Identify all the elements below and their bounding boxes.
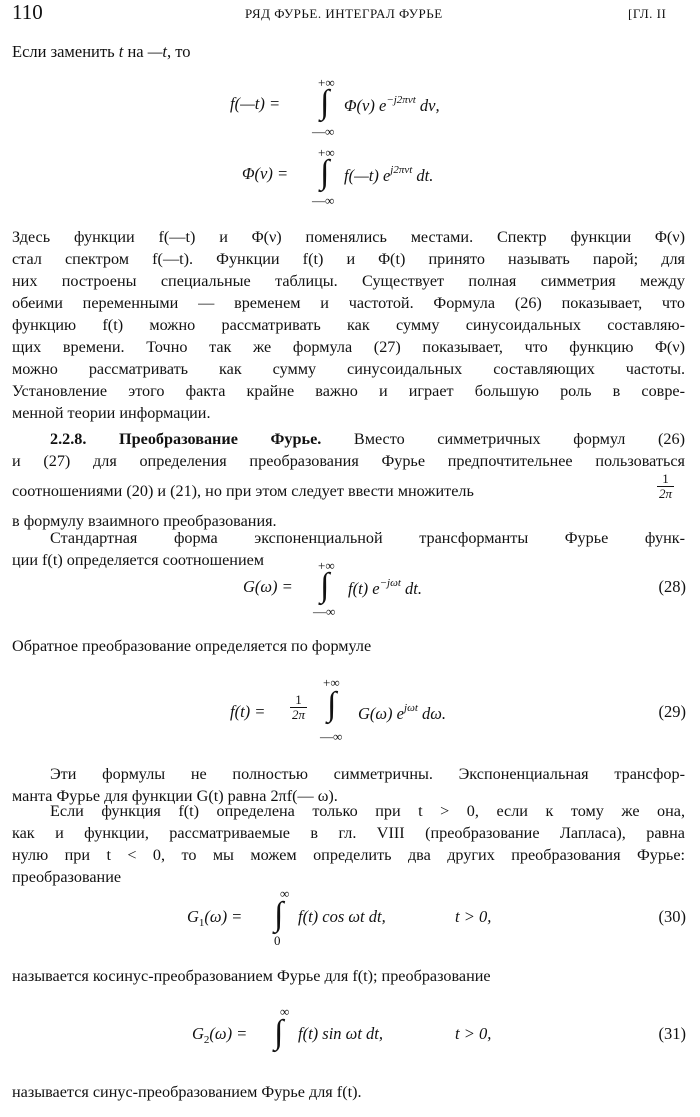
section-last-line: в формулу взаимного преобразования. [12,512,277,530]
paragraph-standard-form: Стандартная форма экспоненциальной трансформанты Фурье функ- ции f(t) определяется соотношением [12,529,685,569]
paragraph-cos-sin-intro: Если функция f(t) определена только при t > 0, если к тому же она, как и функции, рассматриваемые в гл. VIII (преобразование Лапласа), равна нулю при t < 0, то мы можем определить два других преобразования Фурье: преобразование [12,802,685,886]
book-page: 110 РЯД ФУРЬЕ. ИНТЕГРАЛ ФУРЬЕ [ГЛ. II Если заменить t на —t, то f(—t) = +∞ ∫ —∞ Φ(ν) $e^{-j2\pi\nu t}$ dν, Φ(ν) = +∞ ∫ —∞ f(—t) $e^{j2\pi\nu t}$ dt. Здесь функции f(—t) и Φ(ν) поменялись местами. Спектр функции Φ(ν) стал спектром f(—t). Функции f(t) и Φ(t) принято называть парой; для них построены специальные таблицы. Существует полная симметрия между обеими переменными — временем и частотой. Формула (26) показывает, что функцию f(t) можно рассматривать как сумму синусоидальных составляю- щих времени. Точно так же формула (27) показывает, что функцию Φ(ν) можно рассматривать как сумму синусоидальных составляющих частоты. Установление этого факта крайне важно и играет большую роль в совре- менной теории информации. 2.2.8. Преобразование Фурье. Вместо симметричных формул (26) и (27) для определения преобразования Фурье предпочтительнее пользоваться соотношениями (20) и (21), но при этом следует ввести множитель $\frac{1}{2\pi}$ в формулу взаимного преобразования. Стандартная форма экспоненциальной трансформанты Фурье функ- ции f(t) определяется соотношением G(ω) = +∞ ∫ —∞ f(t) $e^{-j\omega t}$ dt. (28) Обратное преобразование определяется по формуле f(t) = $\frac{1}{2\pi}$ +∞ ∫ —∞ G(ω) $e^{j\omega t}$ dω. (29) Эти формулы не полностью симметричны. Экспоненциальная трансфор- манта Фурье для функции G(t) равна 2πf(— ω). Если функция f(t) определена только при t > 0, если к тому же она, как и функции, рассматриваемые в гл. VIII (преобразование Лапласа), равна нулю при t < 0, то мы можем определить два других преобразования Фурье: преобразование $G_1(\omega)$ = ∞ ∫ 0 f(t) cos ωt dt, t > 0, (30) называется косинус-преобразованием Фурье для f(t); преобразование $G_2(\omega)$ = ∞ ∫ f(t) sin ωt dt, t > 0, (31) называется синус-преобразованием Фурье для f(t). [12,0,686,1101]
paragraph-symmetry: Здесь функции f(—t) и Φ(ν) поменялись местами. Спектр функции Φ(ν) стал спектром f(—t). Функции f(t) и Φ(t) принято называть парой; для них построены специальные таблицы. Существует полная симметрия между обеими переменными — временем и частотой. Формула (26) показывает, что функцию f(t) можно рассматривать как сумму синусоидальных составляю- щих времени. Точно так же формула (27) показывает, что функцию Φ(ν) можно рассматривать как сумму синусоидальных составляющих частоты. Установление этого факта крайне важно и играет большую роль в совре- менной теории информации. [12,228,685,422]
sine-transform-text: называется синус-преобразованием Фурье для f(t). [12,1083,362,1101]
section-line-with-factor: соотношениями (20) и (21), но при этом следует ввести множитель $\frac{1}{2\pi}$ [12,471,673,501]
inverse-transform-text: Обратное преобразование определяется по формуле [12,637,372,655]
section-heading: 2.2.8. Преобразование Фурье. [50,430,322,448]
running-title: РЯД ФУРЬЕ. ИНТЕГРАЛ ФУРЬЕ [245,6,443,21]
factor-fraction: $\frac{1}{2\pi}$ [659,471,673,501]
section-fourier-transform: 2.2.8. Преобразование Фурье. Вместо симметричных формул (26) и (27) для определения преобразования Фурье предпочтительнее пользоваться [12,430,685,470]
intro-line: Если заменить t на —t, то [12,42,191,61]
page-number: 110 [12,0,43,24]
paragraph-not-symmetric: Эти формулы не полностью симметричны. Экспоненциальная трансфор- манта Фурье для функции G(t) равна 2πf(— ω). [12,765,685,805]
cosine-transform-text: называется косинус-преобразованием Фурье для f(t); преобразование [12,967,491,985]
chapter-label: [ГЛ. II [628,6,667,21]
